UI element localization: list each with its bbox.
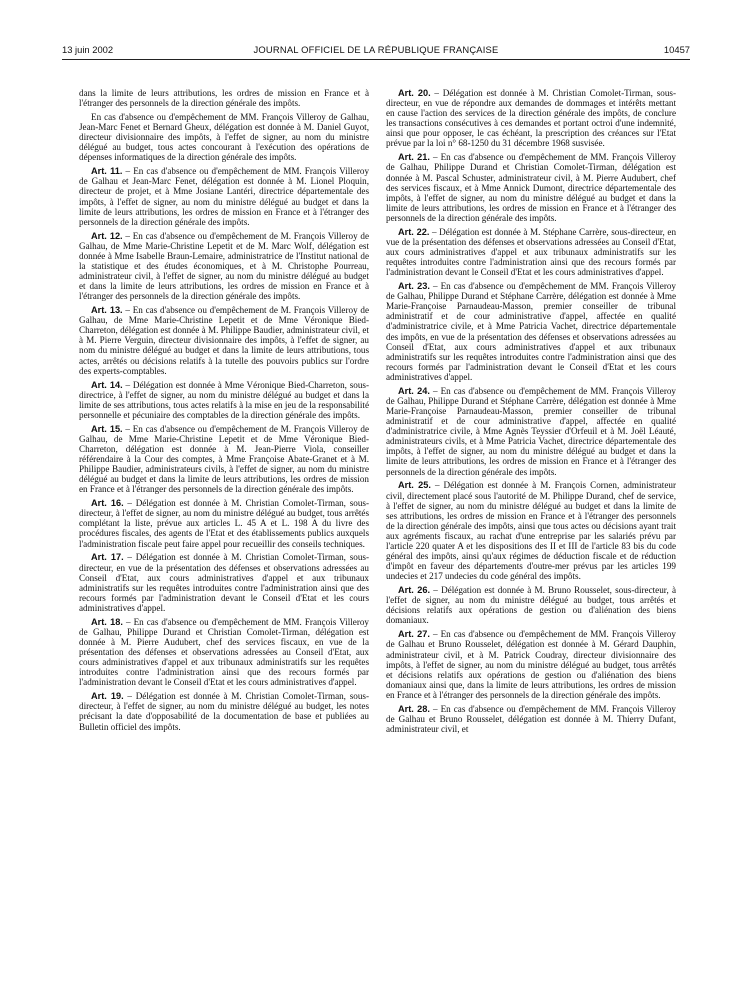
article-number: Art. 24. bbox=[398, 385, 430, 396]
article-number: Art. 13. bbox=[91, 305, 123, 316]
article-dash: – bbox=[429, 703, 441, 714]
article-paragraph bbox=[386, 281, 676, 382]
article-number: Art. 17. bbox=[91, 552, 124, 563]
header-rule bbox=[62, 59, 690, 60]
article-number: Art. 18. bbox=[91, 616, 123, 627]
article-number: Art. 22. bbox=[398, 226, 430, 237]
article-number: Art. 26. bbox=[398, 585, 431, 596]
article-paragraph bbox=[386, 480, 676, 581]
journal-title: JOURNAL OFFICIEL DE LA RÉPUBLIQUE FRANÇAISE bbox=[253, 44, 499, 55]
article-paragraph bbox=[386, 227, 676, 277]
article-number: Art. 11. bbox=[91, 166, 123, 177]
paragraph-text: En cas d'absence ou d'empêchement de MM. François Villeroy de Galhau et Bruno Rousselet, délégation est donnée à M. Thierry Dufant, administrateur civil, et bbox=[386, 703, 676, 734]
article-paragraph bbox=[79, 552, 369, 613]
article-paragraph bbox=[79, 231, 369, 302]
article-dash: – bbox=[430, 88, 443, 98]
article-number: Art. 16. bbox=[91, 498, 124, 509]
paragraph-text: En cas d'absence ou d'empêchement de MM. François Villeroy de Galhau, Philippe Durand et Christian Comolet-Tirman, délégation est donnée à M. Pierre Audubert, chef des services fiscaux, en vue de la présentation des défenses et observations adressées au Conseil d'Etat, aux cours administratives d'appel et aux tribunaux administratifs sur les requêtes introduites contre l'administration ainsi que des recours formés par l'administration devant le Conseil d'Etat et les cours administratives d'appel. bbox=[79, 616, 369, 688]
article-paragraph bbox=[79, 617, 369, 688]
right-column bbox=[386, 88, 676, 738]
article-number: Art. 15. bbox=[91, 423, 123, 434]
paragraph-text: En cas d'absence ou d'empêchement de MM. François Villeroy de Galhau, Philippe Durand et Stéphane Carrère, délégation est donnée à Mme Marie-Françoise Parnaudeau-Masson, premier conseiller de tribunal administratif et de cour administrative d'appel, affectée en qualité d'administratrice civile, à Mme Agnès Teyssier d'Orfeuil et à M. Joël Léauté, administrateurs civils, et à Mme Patricia Vachet, directrice départementale des impôts, à l'effet de signer, au nom du ministre délégué au budget et dans la limite de leurs attributions, les ordres de mission en France et à l'étranger des personnels de la direction générale des impôts. bbox=[386, 385, 676, 477]
article-dash: – bbox=[122, 230, 133, 241]
article-number: Art. 19. bbox=[91, 691, 124, 702]
article-dash: – bbox=[123, 552, 136, 563]
article-dash: – bbox=[429, 629, 441, 640]
paragraph-text: En cas d'absence ou d'empêchement de MM. François Villeroy de Galhau, Philippe Durand et Stéphane Carrère, délégation est donnée à Mme Marie-Françoise Parnaudeau-Masson, premier conseiller de tribunal administratif et de cour administrative d'appel, affectée en qualité d'administratrice civile, et à Mme Patricia Vachet, directrice départementale des impôts, en vue de la présentation des défenses et observations adressées au Conseil d'Etat, aux cours administratives d'appel et aux tribunaux administratifs sur les requêtes introduites contre l'administration ainsi que des recours formés par l'administration devant le Conseil d'Etat et les cours administratives d'appel. bbox=[386, 281, 676, 382]
paragraph-text: Délégation est donnée à M. Bruno Rousselet, sous-directeur, à l'effet de signer, au nom du ministre délégué au budget, tous arrêtés et décisions relatifs aux opérations de gestion ou d'aliénation des biens domaniaux. bbox=[386, 585, 677, 626]
article-dash: – bbox=[430, 585, 442, 596]
article-paragraph bbox=[386, 88, 676, 149]
article-dash: – bbox=[123, 498, 136, 509]
issue-date: 13 juin 2002 bbox=[62, 44, 114, 55]
paragraph-text: Délégation est donnée à M. Christian Comolet-Tirman, sous-directeur, en vue de la présentation des défenses et observations adressées au Conseil d'Etat, aux cours administratives d'appel et aux tribunaux administratifs sur les requêtes introduites contre l'administration ainsi que des recours formés par l'administration devant le Conseil d'Etat et les cours administratives d'appel. bbox=[79, 552, 369, 613]
article-number: Art. 28. bbox=[398, 703, 430, 714]
paragraph-text: En cas d'absence ou d'empêchement de M. François Villeroy de Galhau, de Mme Marie-Christine Lepetit et de M. Marc Wolf, délégation est donnée à Mme Isabelle Braun-Lemaire, administratrice de l'Institut national de la statistique et des études économiques, et à M. Christophe Pourreau, administrateur civil, à l'effet de signer, au nom du ministre délégué au budget et dans la limite de leurs attributions, les ordres de mission en France et à l'étranger des personnels de la direction générale des impôts. bbox=[79, 230, 370, 302]
page-number: 10457 bbox=[663, 44, 690, 55]
paragraph-text: Délégation est donnée à M. Christian Comolet-Tirman, sous-directeur, en vue de répondre aux demandes de dommages et intérêts mettant en cause l'action des services de la direction générale des impôts, de conclure les transactions consécutives à ces demandes et portant octroi d'une indemnité, ainsi que pour opposer, le cas échéant, la prescription des créances sur l'Etat prévue par la loi n° 68-1250 du 31 décembre 1968 susvisée. bbox=[386, 88, 676, 149]
paragraph-text: En cas d'absence ou d'empêchement de M. François Villeroy de Galhau, de Mme Marie-Christine Lepetit et de Mme Véronique Bied-Charreton, délégation est donnée à M. Philippe Baudier, administrateur civil, et à M. Pierre Verguin, directeur divisionnaire des impôts, à l'effet de signer, au nom du ministre délégué au budget et dans la limite de leurs attributions, tous actes, arrêtés ou décisions relatifs à la tutelle des pouvoirs publics sur l'ordre des experts-comptables. bbox=[79, 305, 370, 376]
left-column bbox=[79, 88, 369, 735]
paragraph-text: En cas d'absence ou d'empêchement de MM. François Villeroy de Galhau et Jean-Marc Fenet, délégation est donnée à M. Lionel Ploquin, directeur de projet, et à Mme Josiane Lantéri, directrice départementale des impôts, à l'effet de signer, au nom du ministre délégué au budget et dans la limite de leurs attributions, les ordres de mission en France et à l'étranger des personnels de la direction générale des impôts. bbox=[79, 166, 370, 227]
article-paragraph bbox=[386, 386, 676, 477]
paragraph-text: En cas d'absence ou d'empêchement de MM. François Villeroy de Galhau, Jean-Marc Fenet et Bernard Gheux, délégation est donnée à M. Daniel Guyot, directeur divisionnaire des impôts, à l'effet de signer, au nom du ministre délégué au budget, tous actes concourant à l'exécution des opérations de dépenses informatiques de la direction générale des impôts. bbox=[79, 111, 369, 163]
article-dash: – bbox=[122, 379, 133, 390]
paragraph-text: Délégation est donnée à M. Christian Comolet-Tirman, sous-directeur, à l'effet de signer, au nom du ministre délégué au budget, tous arrêtés complétant la liste, prévue aux articles L. 45 A et L. 198 A du livre des procédures fiscales, des agents de l'Etat et des établissements publics auxquels l'administration fiscale peut faire appel pour recueillir des conseils techniques. bbox=[79, 498, 369, 549]
article-paragraph bbox=[386, 152, 676, 223]
paragraph-text: Délégation est donnée à Mme Véronique Bied-Charreton, sous-directrice, à l'effet de signer, au nom du ministre délégué au budget et dans la limite de ses attributions, tous actes relatifs à la mise en jeu de la responsabilité personnelle et pécuniaire des comptables de la direction générale des impôts. bbox=[79, 379, 369, 420]
article-paragraph bbox=[386, 629, 676, 700]
article-dash: – bbox=[122, 305, 133, 316]
article-paragraph bbox=[386, 704, 676, 734]
article-dash: – bbox=[429, 152, 441, 163]
article-number: Art. 25. bbox=[398, 480, 431, 491]
article-paragraph bbox=[79, 380, 369, 420]
article-paragraph bbox=[386, 585, 676, 625]
article-dash: – bbox=[429, 385, 441, 396]
paragraph bbox=[79, 112, 369, 162]
paragraph-text: Délégation est donnée à M. Christian Comolet-Tirman, sous-directeur, à l'effet de signer, au nom du ministre délégué au budget, les notes précisant la date d'opposabilité de la documentation de base et publiées au Bulletin officiel des impôts. bbox=[79, 691, 369, 732]
paragraph bbox=[79, 88, 369, 108]
page-header bbox=[62, 42, 690, 58]
article-dash: – bbox=[429, 226, 440, 237]
article-dash: – bbox=[122, 166, 134, 177]
article-dash: – bbox=[430, 480, 444, 491]
article-dash: – bbox=[123, 691, 136, 702]
paragraph-text: En cas d'absence ou d'empêchement de MM. François Villeroy de Galhau, Philippe Durand et Christian Comolet-Tirman, délégation est donnée à M. Pascal Schuster, administrateur civil, à M. Pierre Audubert, chef des services fiscaux, et à Mme Annick Dumont, directrice départementale des impôts, à l'effet de signer, au nom du ministre délégué au budget et dans la limite de leurs attributions, les ordres de mission en France et à l'étranger des personnels de la direction générale des impôts. bbox=[386, 152, 676, 223]
article-paragraph bbox=[79, 305, 369, 376]
article-number: Art. 14. bbox=[91, 379, 123, 390]
article-number: Art. 12. bbox=[91, 230, 123, 241]
article-number: Art. 21. bbox=[398, 152, 430, 163]
article-paragraph bbox=[79, 498, 369, 548]
article-paragraph bbox=[79, 424, 369, 495]
paragraph-text: En cas d'absence ou d'empêchement de M. François Villeroy de Galhau, de Mme Marie-Christine Lepetit et de Mme Véronique Bied-Charreton, délégation est donnée à M. Jean-Pierre Viola, conseiller référendaire à la Cour des comptes, à Mme Françoise Abate-Granet et à M. Philippe Baudier, administrateurs civils, à l'effet de signer, au nom du ministre délégué au budget et dans la limite de leurs attributions, les ordres de mission en France et à l'étranger des personnels de la direction générale des impôts. bbox=[79, 423, 370, 495]
paragraph-text: En cas d'absence ou d'empêchement de MM. François Villeroy de Galhau et Bruno Rousselet, délégation est donnée à M. Gérard Dauphin, administrateur civil, et à M. Patrick Coudray, directeur divisionnaire des impôts, à l'effet de signer, au nom du ministre délégué au budget, tous arrêtés et décisions relatifs aux opérations de gestion ou d'aliénation des biens domaniaux ainsi que, dans la limite de leurs attributions, les ordres de mission en France et à l'étranger des personnels de la direction générale des impôts. bbox=[386, 629, 676, 700]
paragraph-text: Délégation est donnée à M. François Cornen, administrateur civil, directement placé sous l'autorité de M. Philippe Durand, chef de service, à l'effet de signer, au nom du ministre délégué au budget et dans la limite de ses attributions, les ordres de mission en France et à l'étranger des personnels de la direction générale des impôts, ainsi que tous actes ou décisions ayant trait aux agréments fiscaux, au rachat d'une entreprise par les salariés prévu par l'article 220 quater A et les dispositions des II et III de l'article 83 bis du code général des impôts, ainsi qu'aux régimes de déduction fiscale et de réduction d'impôt en faveur des départements d'outre-mer prévus par les articles 199 undecies et 217 undecies du code général des impôts. bbox=[386, 480, 676, 582]
article-paragraph bbox=[79, 166, 369, 227]
article-dash: – bbox=[429, 281, 441, 292]
article-dash: – bbox=[122, 616, 134, 627]
article-number: Art. 27. bbox=[398, 629, 430, 640]
article-paragraph bbox=[79, 691, 369, 731]
article-dash: – bbox=[122, 423, 133, 434]
paragraph-text: Délégation est donnée à M. Stéphane Carrère, sous-directeur, en vue de la présentation des défenses et observations adressées au Conseil d'Etat, aux cours administratives d'appel et aux tribunaux administratifs sur les requêtes introduites contre l'administration ainsi que des recours formés par l'administration devant le Conseil d'Etat et les cours administratives d'appel. bbox=[386, 226, 677, 278]
article-number: Art. 23. bbox=[398, 281, 430, 292]
article-number: Art. 20. bbox=[398, 88, 431, 98]
paragraph-text: dans la limite de leurs attributions, les ordres de mission en France et à l'étranger des personnels de la direction générale des impôts. bbox=[79, 88, 369, 109]
